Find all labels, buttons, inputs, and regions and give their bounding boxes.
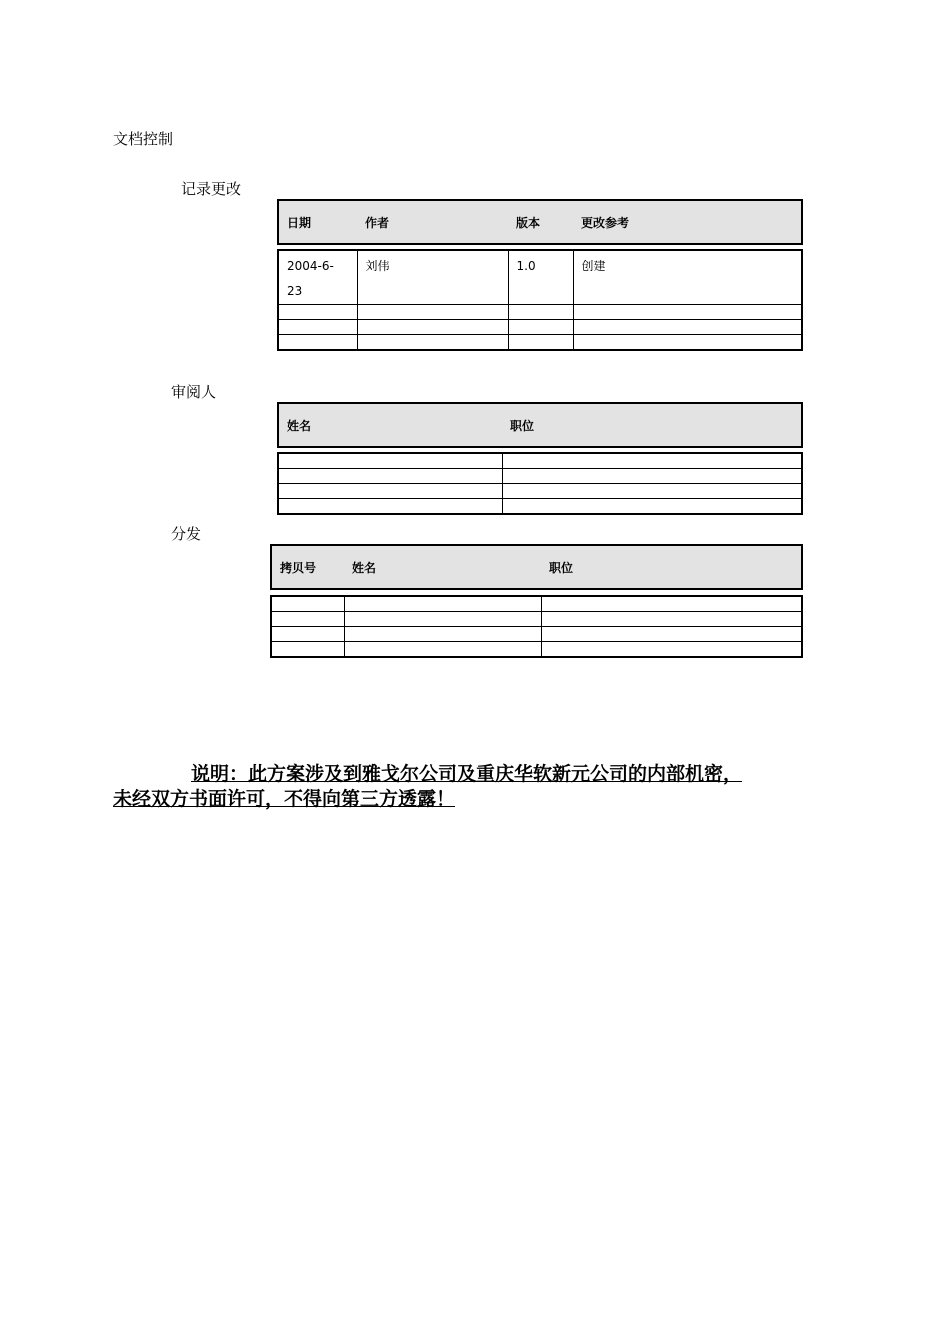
cell-date: 2004-6-23 — [278, 250, 357, 305]
cell — [357, 335, 508, 351]
table-row — [278, 250, 802, 305]
cell — [541, 612, 802, 627]
doc-control-title: 文档控制 — [113, 130, 174, 148]
cell — [344, 596, 541, 612]
table-row — [278, 320, 802, 335]
cell — [271, 627, 344, 642]
reviewers-header — [277, 402, 803, 448]
table-row — [271, 612, 802, 627]
cell — [573, 335, 802, 351]
cell — [508, 335, 573, 351]
cell — [278, 499, 502, 515]
cell — [278, 469, 502, 484]
cell — [278, 320, 357, 335]
table-row — [278, 499, 802, 515]
header-name: 姓名 — [278, 403, 502, 447]
change-record-title: 记录更改 — [181, 180, 242, 198]
cell — [502, 499, 802, 515]
cell — [502, 453, 802, 469]
cell-change-ref: 创建 — [573, 250, 802, 305]
cell-version: 1.0 — [508, 250, 573, 305]
distribution-header — [270, 544, 803, 590]
cell — [541, 596, 802, 612]
cell — [271, 642, 344, 658]
table-row — [271, 627, 802, 642]
cell — [344, 642, 541, 658]
table-row — [278, 469, 802, 484]
cell — [508, 320, 573, 335]
header-change-ref: 更改参考 — [573, 200, 802, 244]
distribution-table — [270, 595, 803, 658]
table-row — [271, 596, 802, 612]
table-row — [278, 335, 802, 351]
cell — [271, 612, 344, 627]
cell — [344, 627, 541, 642]
cell — [541, 642, 802, 658]
notice-line-1: 说明：此方案涉及到雅戈尔公司及重庆华软新元公司的内部机密， — [191, 763, 743, 785]
notice-line-2: 未经双方书面许可，不得向第三方透露！ — [113, 788, 456, 810]
header-copy-number: 拷贝号 — [271, 545, 344, 589]
cell — [541, 627, 802, 642]
table-row — [278, 305, 802, 320]
header-position: 职位 — [541, 545, 802, 589]
table-row — [271, 642, 802, 658]
cell — [344, 612, 541, 627]
header-date: 日期 — [278, 200, 357, 244]
header-author: 作者 — [357, 200, 508, 244]
header-version: 版本 — [508, 200, 573, 244]
change-record-header — [277, 199, 803, 245]
cell — [508, 305, 573, 320]
change-record-table — [277, 249, 803, 351]
distribution-title: 分发 — [171, 525, 202, 543]
cell — [271, 596, 344, 612]
confidentiality-notice — [113, 762, 873, 812]
cell — [357, 320, 508, 335]
reviewers-table — [277, 452, 803, 515]
cell — [502, 484, 802, 499]
header-name: 姓名 — [344, 545, 541, 589]
cell — [278, 335, 357, 351]
reviewers-title: 审阅人 — [171, 383, 217, 401]
cell — [573, 305, 802, 320]
header-position: 职位 — [502, 403, 802, 447]
cell — [502, 469, 802, 484]
cell — [278, 305, 357, 320]
cell — [573, 320, 802, 335]
table-row — [278, 484, 802, 499]
cell-author: 刘伟 — [357, 250, 508, 305]
cell — [357, 305, 508, 320]
cell — [278, 453, 502, 469]
cell — [278, 484, 502, 499]
table-row — [278, 453, 802, 469]
